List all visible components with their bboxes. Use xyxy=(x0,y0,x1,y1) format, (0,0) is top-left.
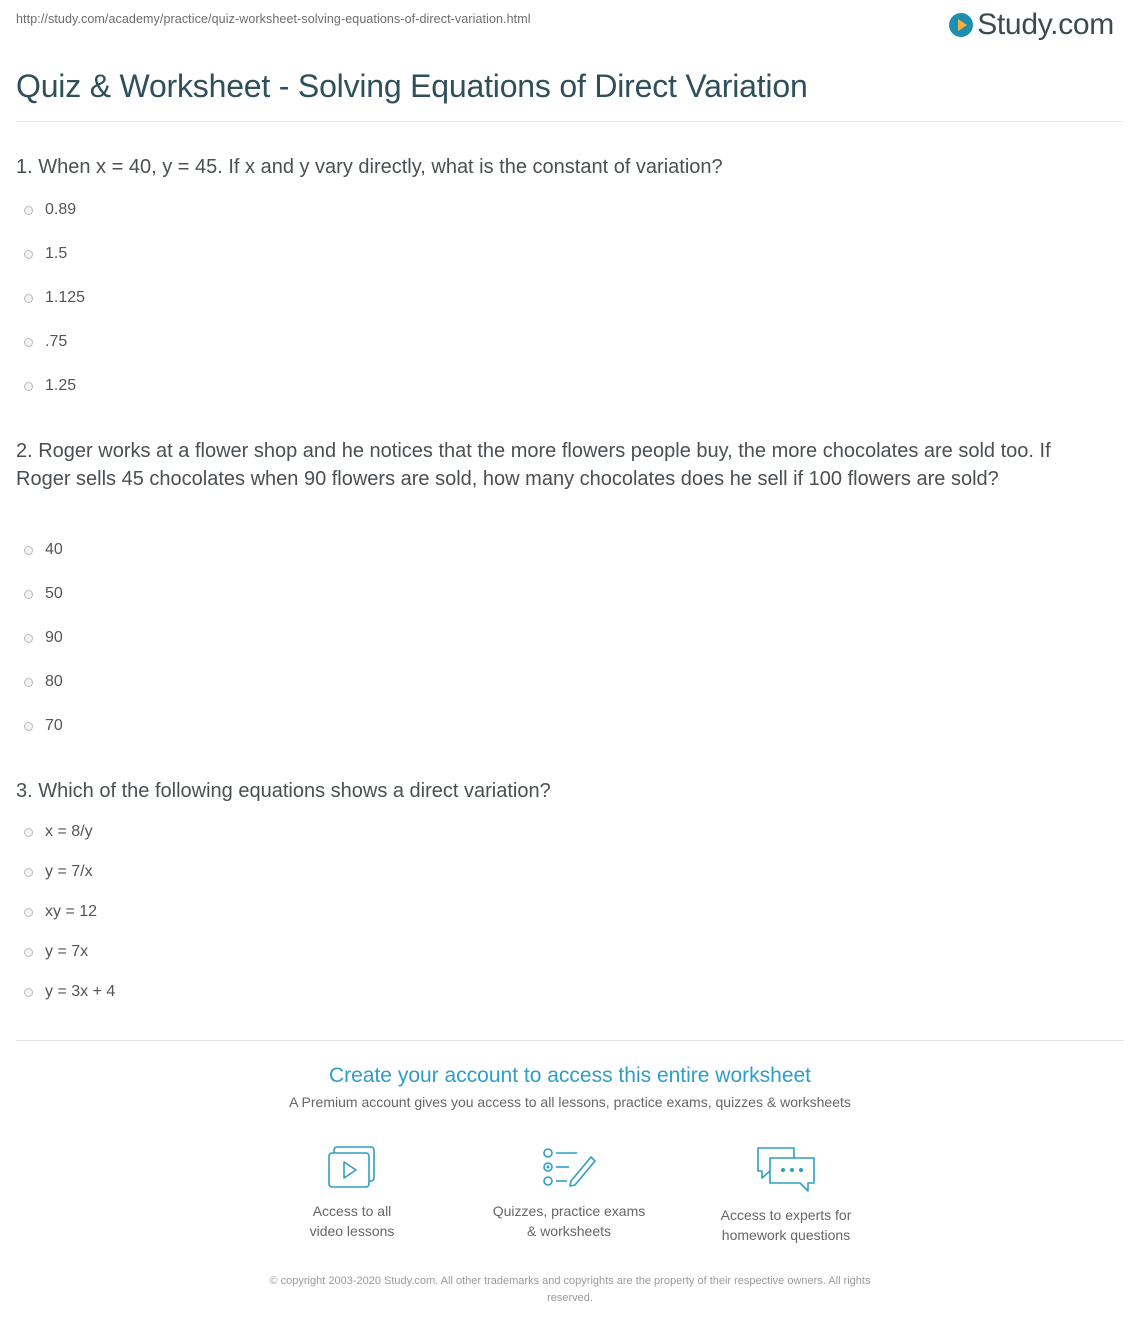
answer-option[interactable] xyxy=(24,528,63,572)
logo-text: Study.com xyxy=(977,8,1114,41)
answer-label: x = 8/y xyxy=(45,823,93,840)
answer-label: y = 7/x xyxy=(45,863,93,880)
question-2-options xyxy=(24,528,63,748)
answer-option[interactable] xyxy=(24,704,63,748)
answer-label: xy = 12 xyxy=(45,903,98,920)
copyright-line1: © copyright 2003-2020 Study.com. All other trademarks and copyrights are the property of their respective owners. All rights xyxy=(269,1275,871,1287)
quiz-checklist-icon xyxy=(541,1145,597,1191)
answer-label: .75 xyxy=(45,333,68,350)
answer-option[interactable] xyxy=(24,972,115,1012)
copyright-line2: reserved. xyxy=(547,1292,593,1304)
question-2: 2. Roger works at a flower shop and he notices that the more flowers people buy, the more chocolates are sold too. If Roger sells 45 chocolates when 90 flowers are sold, how many chocolates does he sell if 100 flowers are sold? xyxy=(16,440,1051,490)
answer-option[interactable] xyxy=(24,232,85,276)
answer-option[interactable] xyxy=(24,892,115,932)
answer-option[interactable] xyxy=(24,660,63,704)
title-divider xyxy=(16,121,1124,122)
cta-divider xyxy=(16,1040,1124,1041)
answer-option[interactable] xyxy=(24,616,63,660)
video-lessons-icon xyxy=(326,1145,378,1191)
feature-label-line2: & worksheets xyxy=(526,1223,612,1239)
feature-experts xyxy=(696,1145,876,1245)
radio-button[interactable] xyxy=(24,546,33,555)
feature-label-line1: Access to experts for xyxy=(720,1207,852,1223)
answer-label: y = 7x xyxy=(45,943,89,960)
radio-button[interactable] xyxy=(24,868,33,877)
radio-button[interactable] xyxy=(24,250,33,259)
answer-label: 1.125 xyxy=(45,289,86,306)
answer-option[interactable] xyxy=(24,188,85,232)
radio-button[interactable] xyxy=(24,908,33,917)
radio-button[interactable] xyxy=(24,828,33,837)
answer-label: y = 3x + 4 xyxy=(45,983,116,1000)
radio-button[interactable] xyxy=(24,382,33,391)
answer-label: 70 xyxy=(45,717,63,734)
radio-button[interactable] xyxy=(24,338,33,347)
radio-button[interactable] xyxy=(24,590,33,599)
feature-video-lessons xyxy=(262,1145,442,1241)
radio-button[interactable] xyxy=(24,678,33,687)
answer-label: 0.89 xyxy=(45,201,77,218)
page-title: Quiz & Worksheet - Solving Equations of Direct Variation xyxy=(16,68,808,104)
answer-option[interactable] xyxy=(24,812,115,852)
play-logo-icon xyxy=(949,13,973,37)
answer-label: 90 xyxy=(45,629,63,646)
answer-label: 1.5 xyxy=(45,245,68,262)
study-logo[interactable] xyxy=(949,8,1114,42)
feature-label-line1: Access to all xyxy=(312,1203,392,1219)
answer-label: 80 xyxy=(45,673,63,690)
feature-label-line2: homework questions xyxy=(721,1227,851,1243)
chat-bubbles-icon xyxy=(754,1145,818,1195)
feature-label-line1: Quizzes, practice exams xyxy=(492,1203,646,1219)
answer-option[interactable] xyxy=(24,932,115,972)
feature-label-line2: video lessons xyxy=(309,1223,395,1239)
question-1: 1. When x = 40, y = 45. If x and y vary directly, what is the constant of variation? xyxy=(16,156,723,178)
cta-subtitle: A Premium account gives you access to all lessons, practice exams, quizzes & worksheets xyxy=(289,1094,851,1110)
radio-button[interactable] xyxy=(24,634,33,643)
copyright-notice xyxy=(210,1273,930,1307)
answer-label: 40 xyxy=(45,541,63,558)
answer-label: 1.25 xyxy=(45,377,77,394)
radio-button[interactable] xyxy=(24,206,33,215)
radio-button[interactable] xyxy=(24,988,33,997)
answer-option[interactable] xyxy=(24,852,115,892)
cta-title-link[interactable]: Create your account to access this entire worksheet xyxy=(328,1064,812,1087)
question-1-options xyxy=(24,188,85,408)
radio-button[interactable] xyxy=(24,294,33,303)
radio-button[interactable] xyxy=(24,948,33,957)
page-url: http://study.com/academy/practice/quiz-worksheet-solving-equations-of-direct-variation.html xyxy=(16,12,531,26)
answer-option[interactable] xyxy=(24,320,85,364)
answer-option[interactable] xyxy=(24,572,63,616)
answer-option[interactable] xyxy=(24,276,85,320)
answer-option[interactable] xyxy=(24,364,85,408)
question-3-options xyxy=(24,812,115,1012)
radio-button[interactable] xyxy=(24,722,33,731)
answer-label: 50 xyxy=(45,585,63,602)
feature-quizzes xyxy=(479,1145,659,1241)
question-3: 3. Which of the following equations shows a direct variation? xyxy=(16,780,551,802)
